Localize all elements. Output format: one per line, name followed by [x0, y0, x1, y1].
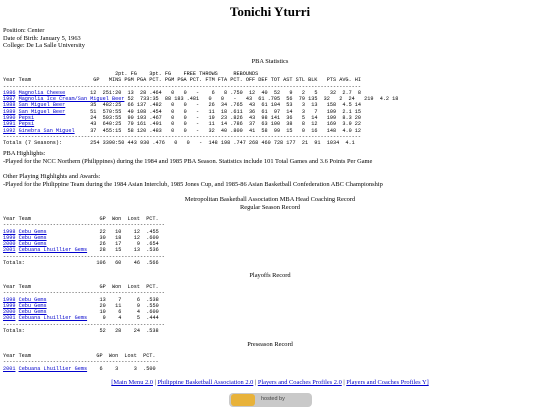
pba-stats: 37 455:15 58 120 .483 0 0 - 32 40 .800 41 58 99 15 0 16 148 4.0 12 — [74, 127, 362, 134]
regular-year-link[interactable]: 2001 — [3, 247, 16, 254]
main-menu-link[interactable]: [Main Menu 2.0 — [111, 379, 153, 386]
nav-sep: | — [253, 379, 258, 386]
playoff-team-link[interactable]: Cebu Gems — [18, 302, 47, 309]
player-position: Position: Center — [3, 27, 45, 34]
preseason-heading: Preseason Record — [247, 341, 293, 348]
pba-row — [3, 128, 361, 134]
playoff-team-link[interactable]: Cebuana Lhuillier Gems — [18, 315, 88, 322]
nav-sep: | — [341, 379, 347, 386]
pba-stats: 12 251:20 13 28 .464 0 0 - 6 8 .750 12 40 52 9 2 5 32 2.7 8 — [65, 89, 362, 96]
regular-team-link[interactable]: Cebu Gems — [18, 228, 47, 235]
pba-team-link[interactable]: Pepsi — [18, 115, 35, 122]
pba-row — [3, 90, 361, 96]
pba-year-link[interactable]: 1986 — [3, 89, 16, 96]
pba-highlights-heading: PBA Highlights: — [3, 150, 46, 157]
playoffs-heading: Playoffs Record — [249, 272, 291, 279]
coach-heading: Metropolitan Basketball Association MBA Head Coaching Record — [184, 196, 356, 203]
host-logo-icon — [231, 394, 255, 406]
pba-header-1: 2pt. FG 3pt. FG FREE THROWS REBOUNDS — [3, 71, 259, 77]
pba-stats: 24 503:55 90 193 .467 0 0 - 19 23 .826 43 98 141 36 5 14 199 8.3 20 — [34, 115, 362, 122]
pba-totals: Totals (7 Seasons): 254 3390:50 443 930 .476 0 0 - 148 198 .747 268 460 728 177 21 91 1034 4.1 — [3, 140, 355, 147]
hosted-by-text: hosted by — [261, 396, 285, 402]
regular-stats: 26 17 9 .654 — [46, 241, 159, 248]
pba-team-link[interactable]: Pepsi — [18, 121, 35, 128]
pba-team-link[interactable]: San Miguel Beer — [18, 108, 66, 115]
playoff-row — [3, 315, 159, 321]
preseason-row — [3, 366, 156, 372]
pba-row — [3, 109, 361, 115]
page-title: Tonichi Yturri — [229, 4, 311, 19]
pba-year-link[interactable]: 1989 — [3, 108, 16, 115]
regular-separator-2: ---------------------------------------------------- — [3, 253, 165, 260]
pba-team-link[interactable]: Magnolia Cheese — [18, 89, 66, 96]
playoffs-separator-2: ---------------------------------------------------- — [3, 321, 165, 328]
preseason-table — [3, 353, 159, 372]
playoffs-totals: Totals: 52 28 24 .538 — [3, 328, 159, 335]
playoff-stats: 20 11 9 .550 — [46, 302, 159, 309]
regular-row — [3, 247, 159, 253]
pba-year-link[interactable]: 1991 — [3, 121, 16, 128]
preseason-team-link[interactable]: Cebuana Lhuillier Gems — [18, 365, 88, 372]
playoffs-separator: ---------------------------------------------------- — [3, 290, 165, 297]
playoff-year-link[interactable]: 1999 — [3, 302, 16, 309]
pba-header-2: Year Team GP MINS PGM PGA PCT. PGM PGA PCT. FTM FTA PCT. OFF DEF TOT AST STL BLK PTS AVG. HI — [3, 77, 361, 84]
pba-highlights-line: -Played for the NCC Northern (Philippines) during the 1984 and 1985 PBA Season. Statistics include 101 Total Games and 3.6 Points Per Game — [3, 157, 373, 165]
pba-highlights — [3, 150, 372, 165]
pba-stats: 43 640:25 79 161 .491 0 0 - 11 14 .786 37 63 100 38 8 12 169 3.9 22 — [34, 121, 362, 128]
pba-team-link[interactable]: Ginebra San Miguel — [18, 127, 75, 134]
playoff-rows — [3, 297, 159, 322]
regular-separator: ---------------------------------------------------- — [3, 222, 165, 229]
playoff-team-link[interactable]: Cebu Gems — [18, 309, 47, 316]
preseason-separator: -------------------------------------------------- — [3, 359, 159, 366]
playoff-stats: 9 4 5 .444 — [87, 315, 159, 322]
player-college: College: De La Salle University — [3, 42, 85, 50]
regular-rows — [3, 229, 159, 254]
pba-stats-heading: PBA Statistics — [251, 58, 289, 65]
preseason-rows — [3, 366, 156, 372]
playoff-stats: 13 7 6 .538 — [46, 296, 159, 303]
other-highlights — [3, 173, 383, 188]
pba-year-link[interactable]: 1988 — [3, 102, 16, 109]
pba-row — [3, 96, 398, 102]
nav-sep: | — [152, 379, 158, 386]
regular-stats: 22 10 12 .455 — [46, 228, 159, 235]
other-highlights-heading: Other Playing Highlights and Awards: — [3, 173, 101, 180]
pba-stats-table — [3, 71, 398, 147]
preseason-stats: 6 3 3 .500 — [87, 365, 156, 372]
playoff-row — [3, 309, 159, 315]
footer-nav — [0, 379, 540, 386]
playoff-row — [3, 303, 159, 309]
pba-rows — [3, 90, 398, 134]
regular-season-table — [3, 216, 165, 266]
regular-year-link[interactable]: 1999 — [3, 234, 16, 241]
regular-team-link[interactable]: Cebuana Lhuillier Gems — [18, 247, 88, 254]
regular-team-link[interactable]: Cebu Gems — [18, 241, 47, 248]
regular-row — [3, 241, 159, 247]
regular-year-link[interactable]: 1998 — [3, 228, 16, 235]
regular-header: Year Team GP Won Lost PCT. — [3, 216, 159, 222]
players-coaches-20-link[interactable]: Players and Coaches Profiles 2.0 — [257, 379, 342, 386]
playoffs-table — [3, 284, 165, 334]
pba-separator: ------------------------------------------------------------------------------------------------------------------- — [3, 83, 361, 90]
pba-link[interactable]: Philippine Basketball Association 2.0 — [157, 379, 254, 386]
regular-row — [3, 229, 159, 235]
playoff-stats: 10 6 4 .600 — [46, 309, 159, 316]
playoff-row — [3, 297, 159, 303]
regular-row — [3, 235, 159, 241]
regular-season-heading: Regular Season Record — [240, 204, 300, 211]
player-dob: Date of Birth: January 5, 1963 — [3, 34, 81, 42]
pba-row — [3, 102, 361, 108]
pba-stats: 52 733:35 88 183 .481 0 0 - 43 61 .705 56 79 135 32 2 24 219 4.2 18 — [124, 96, 399, 103]
regular-totals: Totals: 106 60 46 .566 — [3, 260, 159, 267]
regular-team-link[interactable]: Cebu Gems — [18, 234, 47, 241]
regular-stats: 28 15 13 .536 — [87, 247, 159, 254]
playoff-team-link[interactable]: Cebu Gems — [18, 296, 47, 303]
pba-stats: 35 482:25 66 137 .482 0 0 - 26 34 .765 43 61 104 53 3 13 158 4.5 14 — [65, 102, 362, 109]
pba-stats: 51 570:55 49 108 .454 0 0 - 11 18 .611 36 61 97 14 3 7 109 2.1 15 — [65, 108, 362, 115]
pba-row — [3, 121, 361, 127]
pba-year-link[interactable]: 1992 — [3, 127, 16, 134]
pba-team-link[interactable]: Magnolia Ice Cream/San Miguel Beer — [18, 96, 125, 103]
pba-year-link[interactable]: 1987 — [3, 96, 16, 103]
player-info — [3, 27, 85, 50]
pba-year-link[interactable]: 1990 — [3, 115, 16, 122]
playoffs-header: Year Team GP Won Lost PCT. — [3, 284, 159, 290]
pba-team-link[interactable]: San Miguel Beer — [18, 102, 66, 109]
preseason-year-link[interactable]: 2001 — [3, 365, 16, 372]
playoff-year-link[interactable]: 1998 — [3, 296, 16, 303]
preseason-header: Year Team GP Won Lost PCT. — [3, 353, 156, 359]
pba-row — [3, 115, 361, 121]
playoff-year-link[interactable]: 2000 — [3, 309, 16, 316]
regular-stats: 30 18 12 .600 — [46, 234, 159, 241]
other-highlights-line: -Played for the Philippine Team during the 1984 Asian Interclub, 1985 Jones Cup, and 1985-86 Asian Basketball Confederation ABC Championship — [3, 180, 383, 188]
regular-year-link[interactable]: 2000 — [3, 241, 16, 248]
playoff-year-link[interactable]: 2001 — [3, 315, 16, 322]
pba-separator-2: ------------------------------------------------------------------------------------------------------------------- — [3, 133, 361, 140]
players-coaches-y-link[interactable]: Players and Coaches Profiles Y] — [346, 379, 429, 386]
